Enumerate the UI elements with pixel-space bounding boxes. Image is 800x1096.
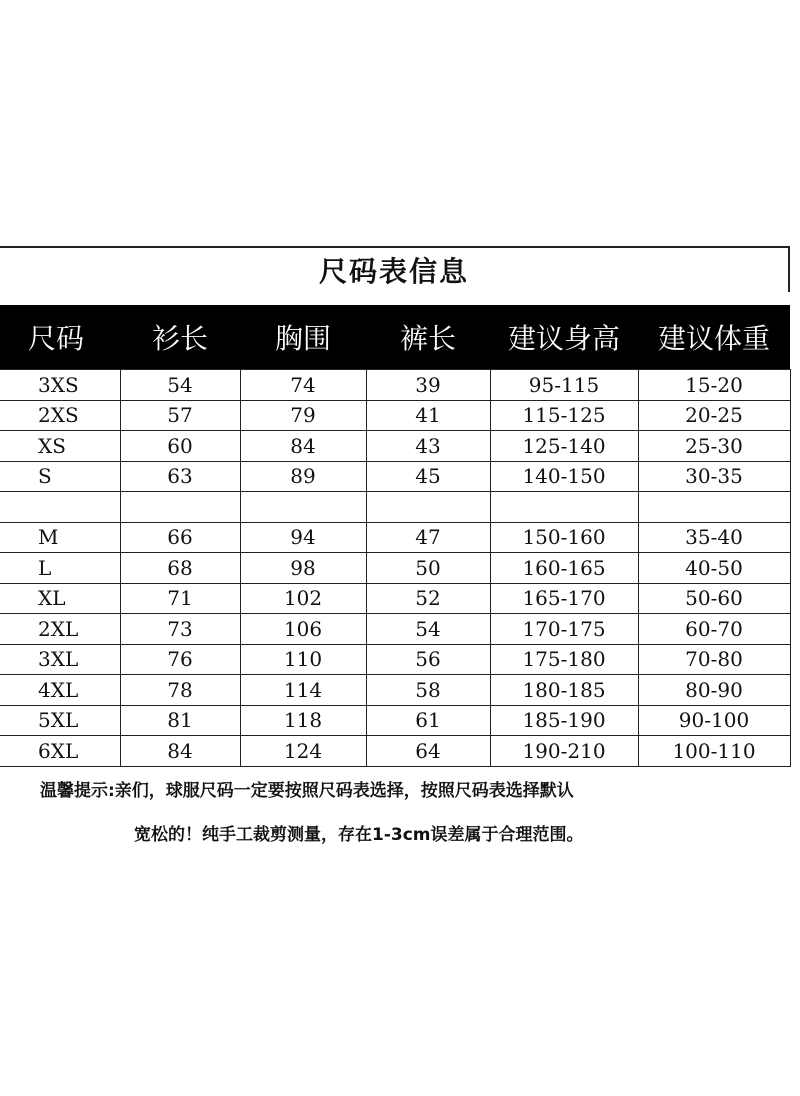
table-row [0,736,790,767]
size-cell: XL [0,583,120,614]
chest-cell: 124 [240,736,366,767]
pants-length-cell: 43 [366,431,490,462]
shirt-length-cell: 68 [120,553,240,584]
pants-length-cell: 45 [366,461,490,492]
pants-length-cell: 64 [366,736,490,767]
weight-cell: 15-20 [638,370,790,401]
chest-cell: 114 [240,675,366,706]
table-row [0,461,790,492]
shirt-length-cell: 54 [120,370,240,401]
shirt-length-cell: 76 [120,644,240,675]
height-cell: 190-210 [490,736,638,767]
pants-length-cell: 56 [366,644,490,675]
weight-cell: 100-110 [638,736,790,767]
chest-cell: 79 [240,400,366,431]
shirt-length-cell: 78 [120,675,240,706]
size-cell: 3XS [0,370,120,401]
table-row [0,553,790,584]
table-header [0,305,790,370]
table-row [0,400,790,431]
size-cell: 3XL [0,644,120,675]
size-cell: XS [0,431,120,462]
table-row [0,675,790,706]
shirt-length-cell: 73 [120,614,240,645]
header-height: 建议身高 [490,305,638,370]
pants-length-cell [366,492,490,523]
table-row [0,370,790,401]
size-table [0,305,791,767]
header-row [0,305,790,370]
header-shirt-length: 衫长 [120,305,240,370]
table-row [0,614,790,645]
chest-cell: 89 [240,461,366,492]
height-cell: 115-125 [490,400,638,431]
shirt-length-cell: 71 [120,583,240,614]
pants-length-cell: 39 [366,370,490,401]
shirt-length-cell: 57 [120,400,240,431]
weight-cell [638,492,790,523]
height-cell: 175-180 [490,644,638,675]
chest-cell: 110 [240,644,366,675]
size-cell: S [0,461,120,492]
height-cell: 125-140 [490,431,638,462]
shirt-length-cell [120,492,240,523]
page-title: 尺码表信息 [318,255,469,288]
chest-cell: 106 [240,614,366,645]
shirt-length-cell: 81 [120,705,240,736]
chest-cell: 94 [240,522,366,553]
header-pants-length: 裤长 [366,305,490,370]
height-cell: 160-165 [490,553,638,584]
shirt-length-cell: 60 [120,431,240,462]
height-cell: 170-175 [490,614,638,645]
height-cell: 150-160 [490,522,638,553]
size-cell: L [0,553,120,584]
pants-length-cell: 50 [366,553,490,584]
shirt-length-cell: 66 [120,522,240,553]
chest-cell: 102 [240,583,366,614]
note-line: 宽松的！纯手工裁剪测量，存在1-3cm误差属于合理范围。 [134,825,584,845]
pants-length-cell: 61 [366,705,490,736]
height-cell [490,492,638,523]
chest-cell: 84 [240,431,366,462]
weight-cell: 20-25 [638,400,790,431]
pants-length-cell: 58 [366,675,490,706]
chest-cell: 98 [240,553,366,584]
height-cell: 180-185 [490,675,638,706]
table-row [0,522,790,553]
note-line: 温馨提示:亲们，球服尺码一定要按照尺码表选择，按照尺码表选择默认 [40,781,574,801]
table-row [0,644,790,675]
table-row [0,492,790,523]
weight-cell: 60-70 [638,614,790,645]
shirt-length-cell: 63 [120,461,240,492]
table-row [0,431,790,462]
size-cell: 4XL [0,675,120,706]
weight-cell: 25-30 [638,431,790,462]
weight-cell: 35-40 [638,522,790,553]
size-cell: M [0,522,120,553]
title-bar [0,246,790,292]
table-body [0,370,790,767]
weight-cell: 30-35 [638,461,790,492]
size-cell: 2XS [0,400,120,431]
header-size: 尺码 [0,305,120,370]
header-chest: 胸围 [240,305,366,370]
weight-cell: 40-50 [638,553,790,584]
weight-cell: 80-90 [638,675,790,706]
header-weight: 建议体重 [638,305,790,370]
weight-cell: 50-60 [638,583,790,614]
size-cell: 5XL [0,705,120,736]
pants-length-cell: 52 [366,583,490,614]
height-cell: 165-170 [490,583,638,614]
height-cell: 95-115 [490,370,638,401]
height-cell: 185-190 [490,705,638,736]
size-cell: 6XL [0,736,120,767]
weight-cell: 70-80 [638,644,790,675]
table-row [0,705,790,736]
chest-cell: 118 [240,705,366,736]
size-cell [0,492,120,523]
chest-cell: 74 [240,370,366,401]
pants-length-cell: 47 [366,522,490,553]
pants-length-cell: 41 [366,400,490,431]
size-cell: 2XL [0,614,120,645]
chest-cell [240,492,366,523]
weight-cell: 90-100 [638,705,790,736]
height-cell: 140-150 [490,461,638,492]
pants-length-cell: 54 [366,614,490,645]
table-row [0,583,790,614]
size-chart [0,246,790,852]
shirt-length-cell: 84 [120,736,240,767]
